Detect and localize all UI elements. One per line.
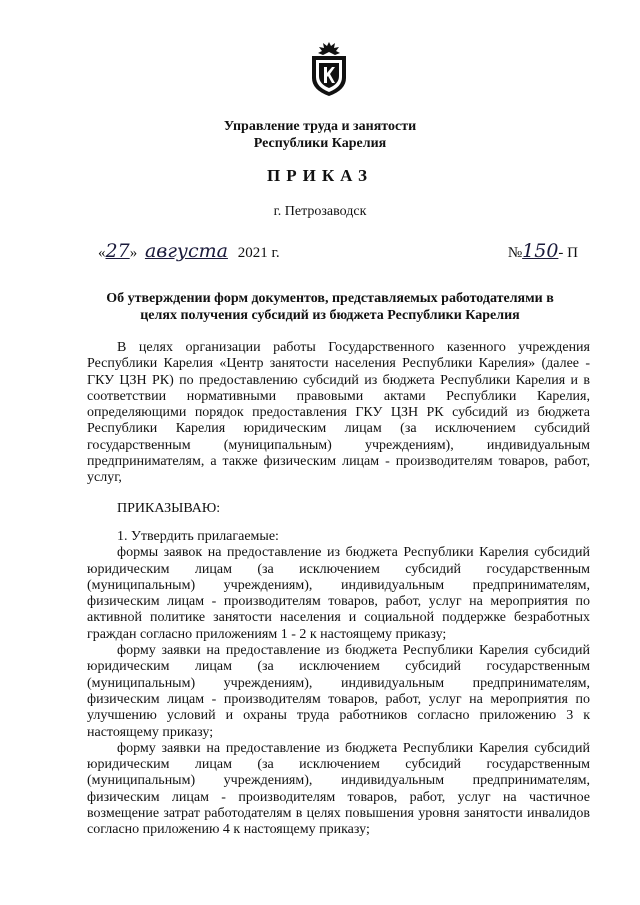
date-day: 27 <box>105 240 130 262</box>
date-open-quote: « <box>98 245 106 261</box>
karelia-coat-of-arms-icon <box>308 40 350 98</box>
form-1-paragraph: формы заявок на предоставление из бюджета Республики Карелия субсидий юридическим лицам (за исключением субсидий государственным (муниципальным) учреждениям), индивидуальным предпринимателям, физическим лицам - производителям товаров, работ, услуг на мероприятия по активной политике занятости населения и социальной поддержке безработных граждан согласно приложениям 1 - 2 к настоящему приказу; <box>87 545 590 642</box>
form-3-paragraph: форму заявки на предоставление из бюджета Республики Карелия субсидий юридическим лицам (за исключением субсидий государственным (муниципальным) учреждениям), индивидуальным предпринимателям, физическим лицам - производителям товаров, работ, услуг на частичное возмещение затрат работодателям в целях повышения уровня занятости инвалидов согласно приложению 4 к настоящему приказу; <box>87 740 590 838</box>
document-body <box>87 340 590 839</box>
order-number <box>508 240 578 262</box>
number-sign: № <box>507 245 523 261</box>
number-value: 150 <box>522 240 559 262</box>
form-2-paragraph: форму заявки на предоставление из бюджета Республики Карелия субсидий юридическим лицам (за исключением субсидий государственным (муниципальным) учреждениям), индивидуальным предпринимателям, физическим лицам - производителям товаров, работ, услуг на мероприятия по улучшению условий и охраны труда работников согласно приложению 3 к настоящему приказу; <box>87 643 590 740</box>
date-year: 2021 г. <box>237 245 280 261</box>
item-1-paragraph: 1. Утвердить прилагаемые: <box>117 528 279 544</box>
date-close-quote: » <box>129 245 138 261</box>
agency-name <box>0 118 640 152</box>
date-number-row <box>98 240 578 268</box>
document-title-line-1: Об утверждении форм документов, представляемых работодателями в <box>106 291 554 306</box>
agency-line-2: Республики Карелия <box>253 136 387 151</box>
number-suffix: - П <box>558 245 578 261</box>
order-date <box>98 240 280 262</box>
date-month: августа <box>144 240 228 262</box>
agency-line-1: Управление труда и занятости <box>223 119 417 134</box>
order-title: ПРИКАЗ <box>267 166 373 185</box>
city: г. Петрозаводск <box>273 204 367 219</box>
document-title-line-2: целях получения субсидий из бюджета Республики Карелия <box>140 308 520 323</box>
document-title <box>80 290 580 324</box>
intro-paragraph: В целях организации работы Государственного казенного учреждения Республики Карелия «Центр занятости населения Республики Карелия» (далее - ГКУ ЦЗН РК) по предоставлению субсидий из бюджета Республики Карелия и в соответствии нормативными правовыми актами Республики Карелия, определяющими порядок предоставления ГКУ ЦЗН РК субсидий из бюджета Республики Карелия юридическим лицам (за исключением субсидий государственным (муниципальным) учреждениям), индивидуальным предпринимателям, а также физическим лицам - производителям товаров, работ, услуг, <box>87 340 590 486</box>
command-paragraph: ПРИКАЗЫВАЮ: <box>117 500 221 516</box>
